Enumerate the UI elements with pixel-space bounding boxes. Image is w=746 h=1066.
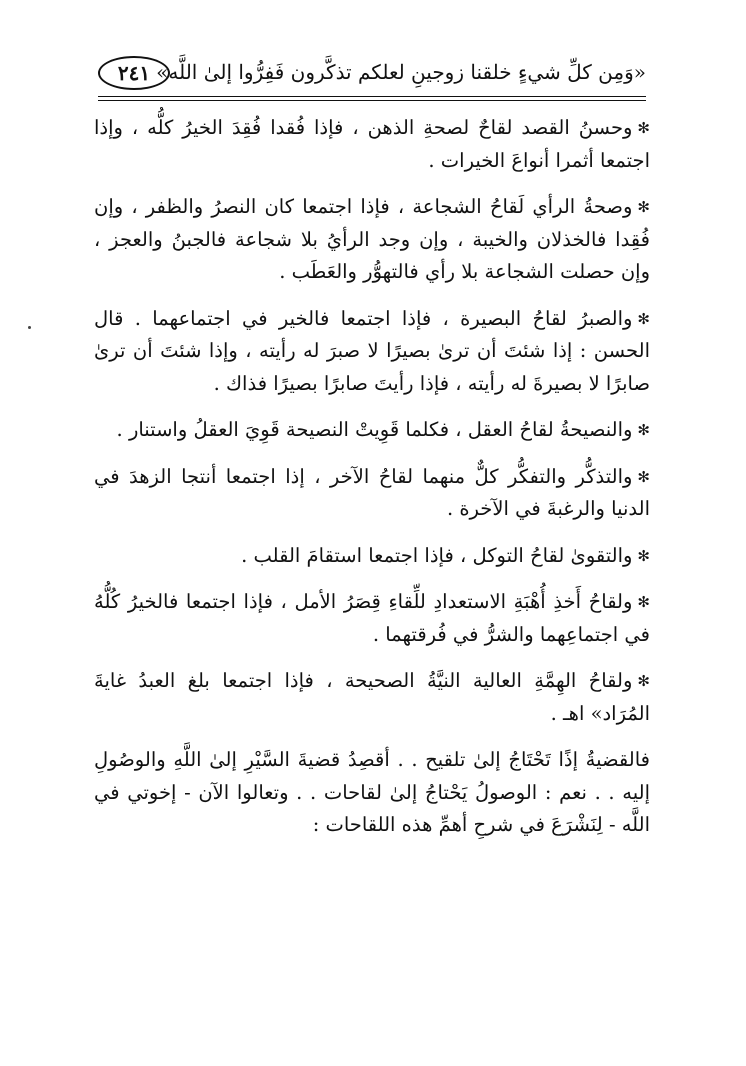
asterisk-bullet-icon: ✻ [637,119,650,137]
paragraph-text: والنصيحةُ لقاحُ العقل ، فكلما قَوِيتْ النصيحة قَوِيَ العقلُ واستنار . [116,418,633,441]
paragraph-8 [94,665,650,730]
margin-mark [28,326,31,329]
page-body [94,112,650,856]
asterisk-bullet-icon: ✻ [637,198,650,216]
paragraph-text: فالقضيةُ إذًا تَحْتَاجُ إلىٰ تلقيح . . أقصِدُ قضيةَ السَّيْرِ إلىٰ اللَّهِ والوصُولِ إليه . . نعم : الوصولُ يَحْتاجُ إلىٰ لقاحات . . وتعالوا الآن - إخوتي في اللَّه - لِنَشْرَعَ في شرحِ أهمِّ هذه اللقاحات : [94,748,650,836]
asterisk-bullet-icon: ✻ [637,593,650,611]
paragraph-text: والتذكُّر والتفكُّر كلٌّ منهما لقاحُ الآخر ، إذا اجتمعا أنتجا الزهدَ في الدنيا والرغبةَ في الآخرة . [94,464,650,520]
header-rule-bottom [98,100,646,101]
asterisk-bullet-icon: ✻ [637,421,650,439]
asterisk-bullet-icon: ✻ [637,546,650,565]
asterisk-bullet-icon: ✻ [637,309,650,328]
paragraph-text: والصبرُ لقاحُ البصيرة ، فإذا اجتمعا فالخير في اجتماعهما . قال الحسن : إذا شئتَ أن ترىٰ بصيرًا لا صبرَ له رأيته ، وإذا شئتَ أن ترىٰ صابرًا لا بصيرةَ له رأيته ، فإذا رأيتَ صابرًا بصيرًا فذاك . [94,306,650,395]
paragraph-7 [94,586,650,651]
paragraph-1 [94,112,650,177]
page-number-badge: ٢٤١ [98,56,170,90]
asterisk-bullet-icon: ✻ [637,672,650,690]
paragraph-text: وحسنُ القصد لقاحٌ لصحةِ الذهن ، فإذا فُقدا فُقِدَ الخيرُ كلُّه ، وإذا اجتمعا أثمرا أنواعَ الخيرات . [94,116,650,172]
paragraph-6 [94,540,650,573]
paragraph-5 [94,461,650,526]
running-header-title: «وَمِن كلِّ شيءٍ خلقنا زوجينِ لعلكم تذكَّرون فَفِرُّوا إلىٰ اللَّه» [156,60,646,84]
asterisk-bullet-icon: ✻ [637,467,650,486]
header-rule-top [98,96,646,97]
paragraph-3 [94,303,650,401]
paragraph-text: ولقاحُ أَخذِ أُهْبَةِ الاستعدادِ للِّقاءِ قِصَرُ الأمل ، فإذا اجتمعا فالخيرُ كُلُّهُ في اجتماعِهما والشرُّ في فُرقتهما . [94,590,650,646]
page-header [98,52,646,96]
paragraph-text: والتقوىٰ لقاحُ التوكل ، فإذا اجتمعا استقامَ القلب . [241,543,633,567]
paragraph-text: ولقاحُ الهِمَّةِ العالية النيَّةُ الصحيحة ، فإذا اجتمعا بلغ العبدُ غايةَ المُرَاد» اهـ . [94,669,650,725]
paragraph-4 [94,414,650,447]
paragraph-2 [94,191,650,289]
paragraph-9 [94,744,650,842]
paragraph-text: وصحةُ الرأي لَقاحُ الشجاعة ، فإذا اجتمعا كان النصرُ والظفر ، وإن فُقِدا فالخذلان والخيبة ، وإن وجد الرأيُ بلا شجاعة فالجبنُ والعجز ، وإن حصلت الشجاعة بلا رأي فالتهوُّر والعَطَب . [94,195,650,283]
